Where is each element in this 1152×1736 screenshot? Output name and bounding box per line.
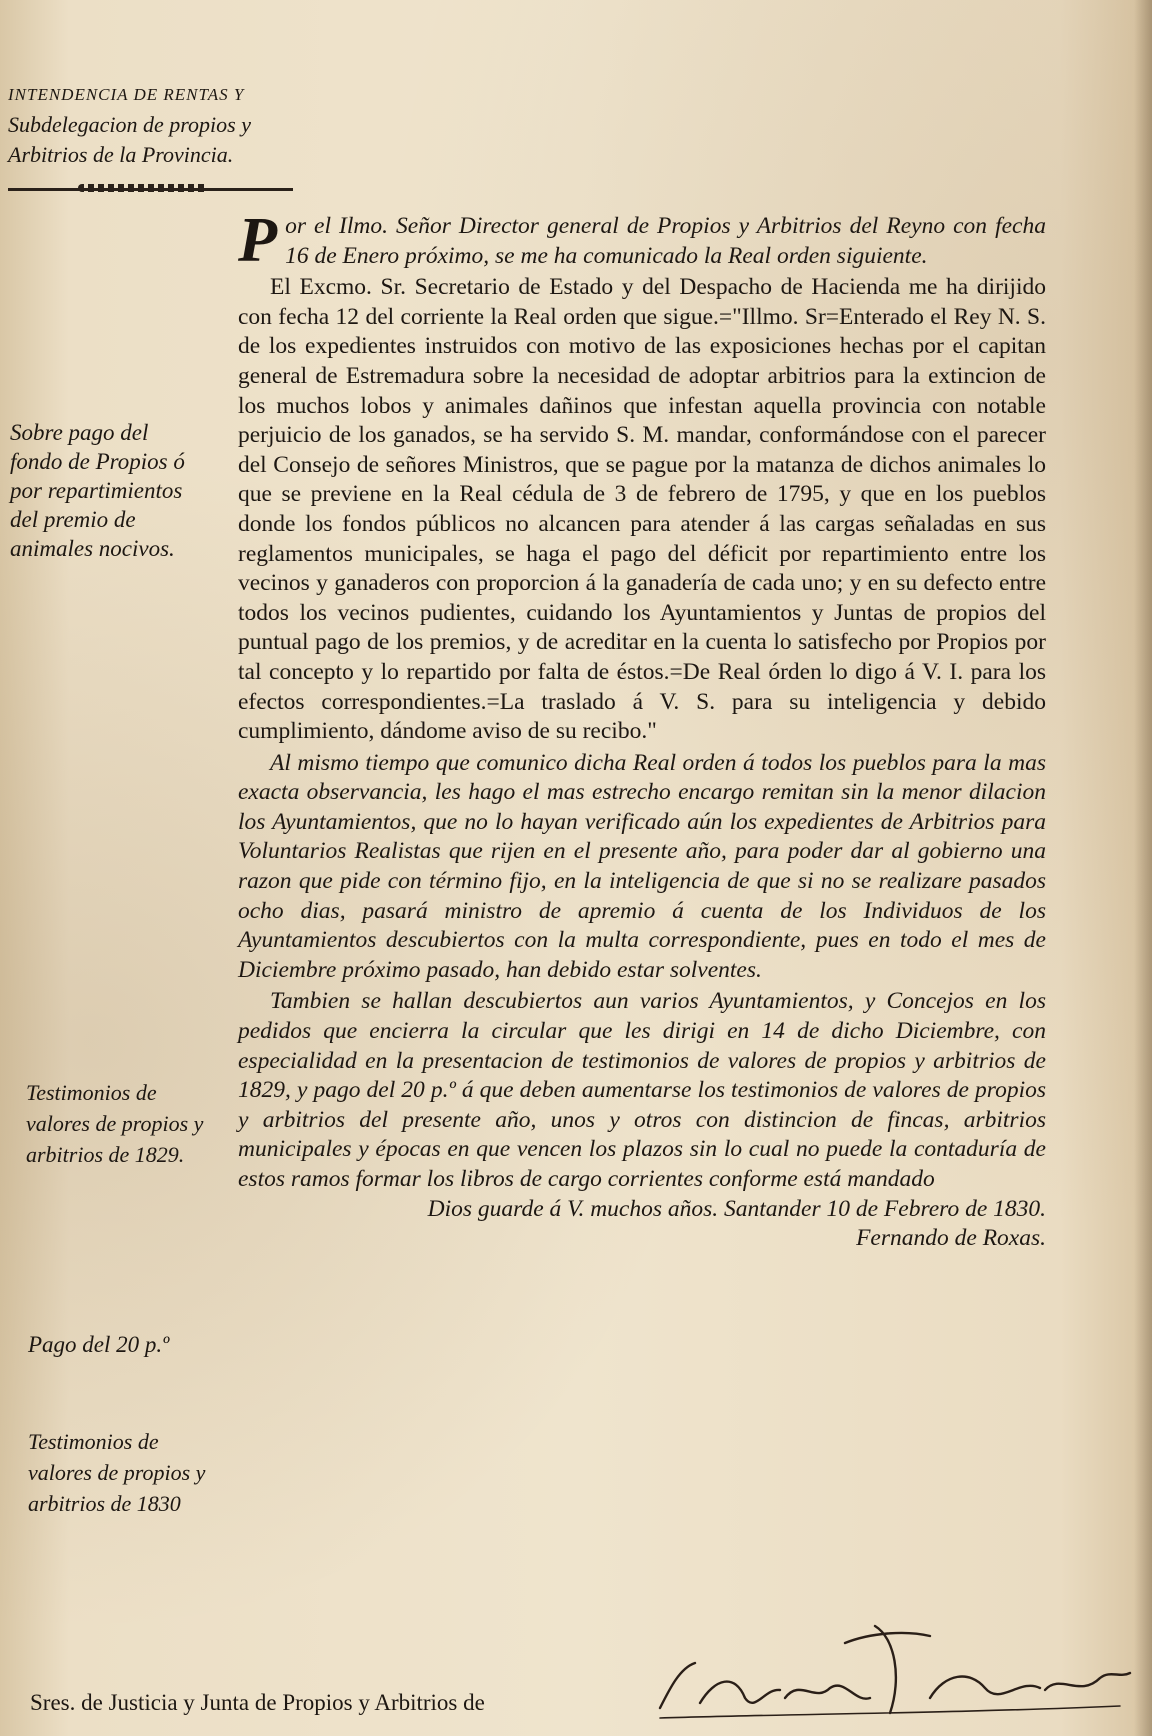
instruction-paragraph: Al mismo tiempo que comunico dicha Real orden á todos los pueblos para la mas exacta observancia, les hago el mas estrecho encargo remitan sin la menor dilacion los Ayuntamientos, que no lo hayan verificado aún los expedientes de Arbitrios para Voluntarios Realistas que rijen en el presente año, para poder dar al gobierno una razon que pide con término fijo, en la inteligencia de que si no se realizare pasados ocho dias, pasará ministro de apremio á cuenta de los Individuos de los Ayuntamientos descubiertos con la multa correspondiente, pues en todo el mes de Diciembre próximo pasado, han debido estar solventes. <box>238 749 1046 983</box>
intro-paragraph <box>238 204 1046 275</box>
header-line-2: Subdelegacion de propios y <box>8 112 251 137</box>
closing-line: Dios guarde á V. muchos años. Santander 10 de Febrero de 1830. <box>427 1195 1046 1222</box>
handwritten-signature <box>640 1618 1140 1728</box>
royal-order-paragraph: El Excmo. Sr. Secretario de Estado y del Despacho de Hacienda me ha dirijido con fecha 12 del corriente la Real orden que sigue.="Illmo. Sr=Enterado el Rey N. S. de los expedientes instruidos con motivo de las exposiciones hechas por el capitan general de Estremadura sobre la necesidad de adoptar arbitrios para la extincion de los muchos lobos y animales dañinos que infestan aquella provincia con notable perjuicio de los ganados, se ha servido S. M. mandar, conformándose con el parecer del Consejo de señores Ministros, que se pague por la matanza de dichos animales lo que se previene en la Real cédula de 3 de febrero de 1795, y que en los pueblos donde los fondos públicos no alcancen para atender á las cargas señaladas en sus reglamentos municipales, se haga el pago del déficit por repartimiento entre los vecinos y ganaderos con proporcion á la ganadería de cada uno; y en su defecto entre todos los vecinos pudientes, cuidando los Ayuntamientos y Juntas de propios del puntual pago de los premios, y de acreditar en la cuenta lo satisfecho por Propios por tal concepto y lo repartido por falta de éstos.=De Real órden lo digo á V. I. para los efectos correspondientes.=La traslado á V. S. para su inteligencia y debido cumplimiento, dándome aviso de su recibo." <box>238 274 1046 745</box>
pending-items-paragraph: Tambien se hallan descubiertos aun varios Ayuntamientos, y Concejos en los pedidos que encierra la circular que les dirigi en 14 de dicho Diciembre, con especialidad en la presentacion de testimonios de valores de propios y arbitrios de 1829, y pago del 20 p.º á que deben aumentarse los testimonios de valores de propios y arbitrios del presente año, unos y otros con distincion de fincas, arbitrios municipales y épocas en que vencen los plazos sin lo cual no puede la contaduría de estos ramos formar los libros de cargo corrientes conforme está mandado <box>238 988 1046 1192</box>
margin-note-testimonios-1829: Testimonios de valores de propios y arbitrios de 1829. <box>26 1080 204 1167</box>
header-line-1: INTENDENCIA DE RENTAS Y <box>8 85 245 104</box>
addressee-line: Sres. de Justicia y Junta de Propios y Arbitrios de <box>30 1690 485 1715</box>
issuing-office-header <box>8 80 298 170</box>
margin-note-animal-bounty: Sobre pago del fondo de Propios ó por repartimientos del premio de animales nocivos. <box>10 420 185 561</box>
margin-note-testimonios-1830: Testimonios de valores de propios y arbitrios de 1830 <box>28 1429 206 1516</box>
margin-note-pago-20: Pago del 20 p.º <box>28 1332 170 1357</box>
intro-text: or el Ilmo. Señor Director general de Propios y Arbitrios del Reyno con fecha 16 de Enero próximo, se me ha comunicado la Real orden siguiente. <box>285 213 1046 269</box>
page-edge-shadow <box>1134 0 1152 1736</box>
header-line-3: Arbitrios de la Provincia. <box>8 142 234 167</box>
drop-cap: P <box>238 204 278 275</box>
printed-signature: Fernando de Roxas. <box>856 1225 1046 1252</box>
document-body <box>238 204 1046 1254</box>
ornamental-rule <box>8 188 293 197</box>
